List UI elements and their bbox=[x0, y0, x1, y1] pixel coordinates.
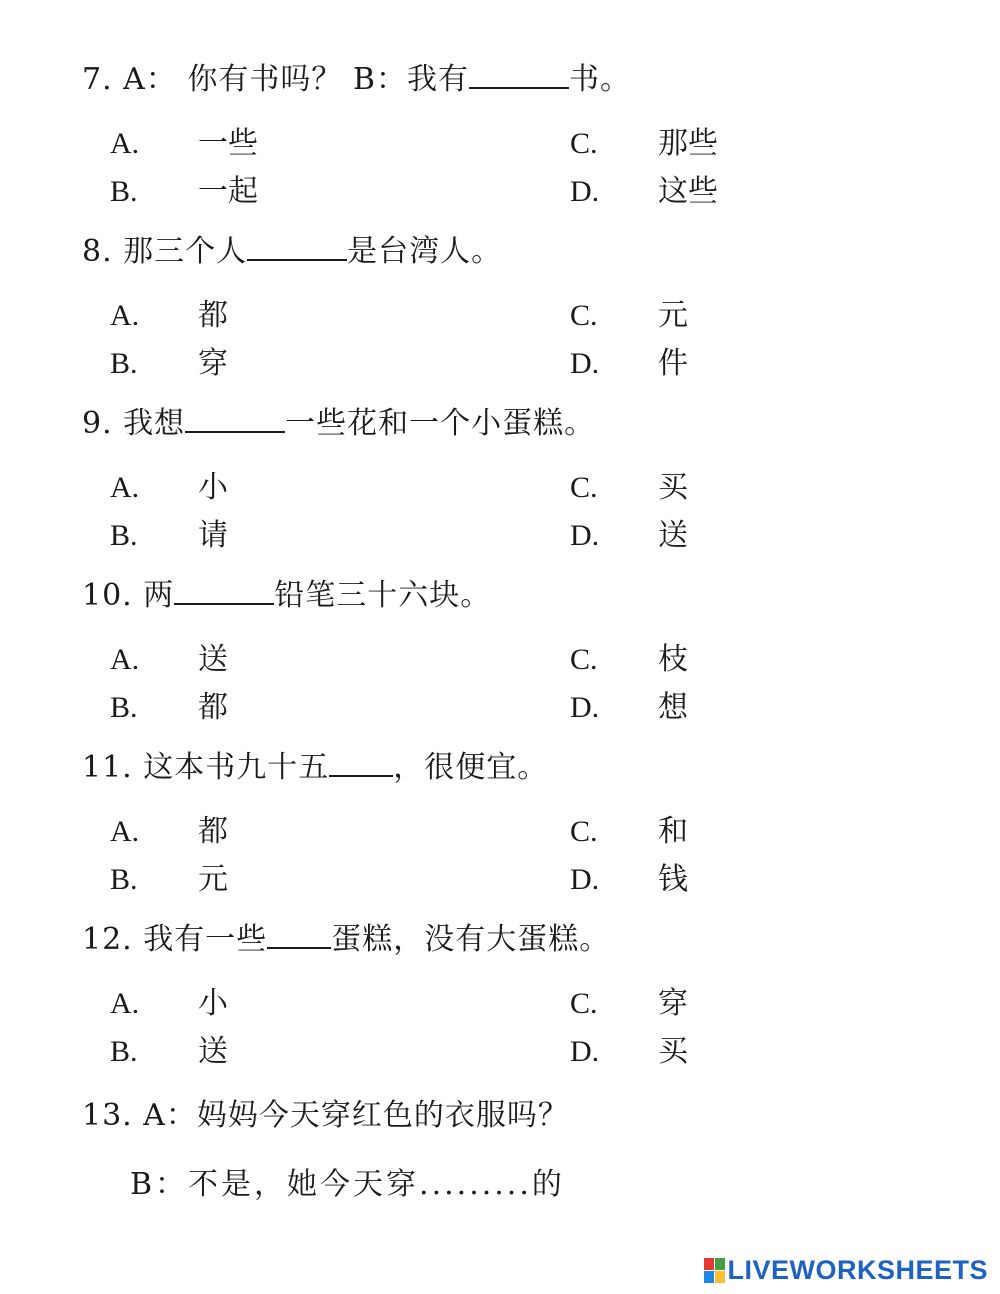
option-c[interactable] bbox=[570, 984, 688, 1024]
option-letter: C. bbox=[570, 815, 598, 848]
answer-blank[interactable] bbox=[185, 405, 285, 433]
option-text: 元 bbox=[658, 298, 688, 333]
question-text-before: 12. 我有一些 bbox=[82, 922, 268, 957]
question-10 bbox=[82, 576, 491, 616]
option-d[interactable] bbox=[570, 344, 688, 384]
option-letter: B. bbox=[110, 175, 138, 208]
option-letter: A. bbox=[110, 643, 140, 676]
option-letter: A. bbox=[110, 299, 140, 332]
option-text: 这些 bbox=[658, 174, 718, 209]
option-c[interactable] bbox=[570, 124, 718, 164]
option-d[interactable] bbox=[570, 172, 718, 212]
option-a[interactable] bbox=[110, 296, 228, 336]
option-text: 都 bbox=[198, 814, 228, 849]
option-d[interactable] bbox=[570, 688, 688, 728]
option-letter: C. bbox=[570, 471, 598, 504]
option-letter: D. bbox=[570, 175, 600, 208]
option-text: 都 bbox=[198, 690, 228, 725]
question-text-after: 是台湾人。 bbox=[347, 234, 503, 269]
option-text: 穿 bbox=[198, 346, 228, 381]
question-text-after: 铅笔三十六块。 bbox=[274, 578, 492, 613]
option-letter: B. bbox=[110, 1035, 138, 1068]
option-letter: C. bbox=[570, 987, 598, 1020]
option-text: 一些 bbox=[198, 126, 258, 161]
answer-blank[interactable] bbox=[174, 577, 274, 605]
option-letter: D. bbox=[570, 863, 600, 896]
option-text: 一起 bbox=[198, 174, 258, 209]
option-letter: A. bbox=[110, 471, 140, 504]
option-b[interactable] bbox=[110, 516, 228, 556]
option-c[interactable] bbox=[570, 812, 688, 852]
option-letter: A. bbox=[110, 127, 140, 160]
option-letter: C. bbox=[570, 643, 598, 676]
option-text: 都 bbox=[198, 298, 228, 333]
question-text-after: ，很便宜。 bbox=[393, 750, 549, 785]
option-text: 钱 bbox=[658, 862, 688, 897]
option-text: 送 bbox=[198, 642, 228, 677]
option-b[interactable] bbox=[110, 344, 228, 384]
option-text: 和 bbox=[658, 814, 688, 849]
question-9 bbox=[82, 404, 595, 444]
option-letter: A. bbox=[110, 815, 140, 848]
option-text: 小 bbox=[198, 470, 228, 505]
option-b[interactable] bbox=[110, 860, 228, 900]
option-text: 元 bbox=[198, 862, 228, 897]
option-letter: C. bbox=[570, 299, 598, 332]
question-text-before: 8. 那三个人 bbox=[82, 234, 248, 269]
option-letter: B. bbox=[110, 519, 138, 552]
option-letter: B. bbox=[110, 691, 138, 724]
question-11 bbox=[82, 748, 548, 788]
answer-blank[interactable] bbox=[247, 233, 347, 261]
question-text-after: 蛋糕，没有大蛋糕。 bbox=[331, 922, 611, 957]
question-text-after: 一些花和一个小蛋糕。 bbox=[285, 406, 596, 441]
option-letter: D. bbox=[570, 347, 600, 380]
option-d[interactable] bbox=[570, 516, 688, 556]
option-letter: B. bbox=[110, 347, 138, 380]
option-text: 枝 bbox=[658, 642, 688, 677]
answer-blank[interactable] bbox=[329, 749, 393, 777]
option-a[interactable] bbox=[110, 984, 228, 1024]
option-a[interactable] bbox=[110, 124, 258, 164]
question-13-line-b: B：不是，她今天穿.........的 bbox=[130, 1167, 565, 1202]
option-a[interactable] bbox=[110, 640, 228, 680]
option-text: 送 bbox=[658, 518, 688, 553]
option-letter: B. bbox=[110, 863, 138, 896]
answer-blank[interactable] bbox=[469, 61, 569, 89]
question-text-after: 书。 bbox=[568, 62, 631, 97]
option-text: 那些 bbox=[658, 126, 718, 161]
option-letter: D. bbox=[570, 519, 600, 552]
option-text: 穿 bbox=[658, 986, 688, 1021]
question-12 bbox=[82, 920, 610, 960]
option-d[interactable] bbox=[570, 1032, 688, 1072]
option-text: 小 bbox=[198, 986, 228, 1021]
option-c[interactable] bbox=[570, 468, 688, 508]
option-c[interactable] bbox=[570, 640, 688, 680]
option-b[interactable] bbox=[110, 172, 258, 212]
logo-icon bbox=[704, 1258, 725, 1283]
option-text: 请 bbox=[198, 518, 228, 553]
option-letter: D. bbox=[570, 1035, 600, 1068]
question-8 bbox=[82, 232, 502, 272]
question-7 bbox=[82, 60, 631, 100]
option-letter: A. bbox=[110, 987, 140, 1020]
option-d[interactable] bbox=[570, 860, 688, 900]
option-a[interactable] bbox=[110, 468, 228, 508]
question-text-before: 10. 两 bbox=[82, 578, 175, 613]
question-13-line-a: 13. A：妈妈今天穿红色的衣服吗？ bbox=[82, 1098, 569, 1133]
logo-text: LIVEWORKSHEETS bbox=[727, 1255, 988, 1285]
option-letter: D. bbox=[570, 691, 600, 724]
option-text: 送 bbox=[198, 1034, 228, 1069]
question-text-before: 9. 我想 bbox=[82, 406, 186, 441]
question-text-before: 11. 这本书九十五 bbox=[82, 750, 330, 785]
option-text: 件 bbox=[658, 346, 688, 381]
liveworksheets-logo[interactable] bbox=[704, 1255, 988, 1286]
option-b[interactable] bbox=[110, 688, 228, 728]
option-text: 买 bbox=[658, 470, 688, 505]
option-a[interactable] bbox=[110, 812, 228, 852]
option-text: 买 bbox=[658, 1034, 688, 1069]
option-letter: C. bbox=[570, 127, 598, 160]
option-b[interactable] bbox=[110, 1032, 228, 1072]
option-c[interactable] bbox=[570, 296, 688, 336]
question-text-before: 7. A： 你有书吗？ B：我有 bbox=[82, 62, 469, 97]
answer-blank[interactable] bbox=[267, 921, 331, 949]
option-text: 想 bbox=[658, 690, 688, 725]
